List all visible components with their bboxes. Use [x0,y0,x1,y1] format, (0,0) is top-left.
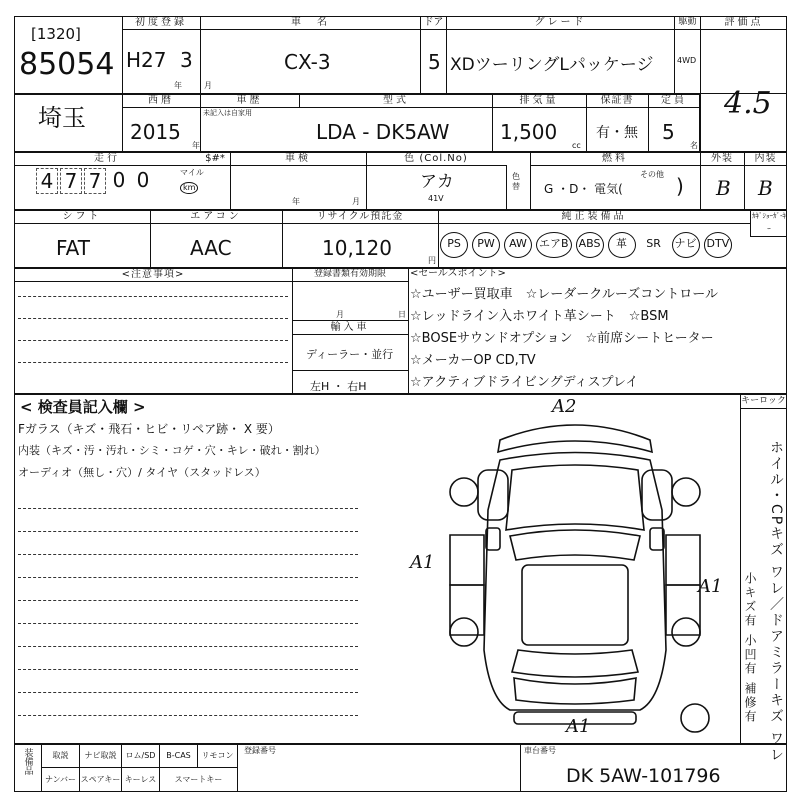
score-box-rest [700,94,787,152]
bottom-label [14,744,42,792]
note-line [18,296,288,297]
color-value: アカ [420,172,454,192]
color-no: 41V [428,194,444,203]
hdr-mileage-flag: $#* [200,152,230,166]
sales-point: ☆ユーザー買取車 ☆レーダークルーズコントロール [410,287,719,302]
front-bumper [498,425,652,452]
hood [506,465,644,530]
side-sub-item: 補修有 [743,682,757,724]
right-front-door [666,535,700,585]
bottom-label-text: 装備品 [22,748,33,775]
hdr-notes: <注意事項> [14,268,292,282]
drive-value: 4WD [677,56,697,65]
hdr-displacement: 排気量 [492,94,586,108]
chassis-no: DK 5AW-101796 [566,765,721,787]
sales-point: ☆BOSEサウンドオプション ☆前席シートヒーター [410,331,714,346]
equip-aw: AW [504,232,532,258]
reg-no-label: 登録番号 [244,746,276,755]
blank-line [18,669,358,670]
equip-cell: ナンバー [42,768,80,792]
year-value: 2015 [130,120,181,144]
equip-dtv: DTV [704,232,733,258]
era: H27 [126,48,167,72]
equip-navi: ナビ [672,232,700,258]
hdr-interior: 内装 [744,152,787,166]
shaken-note: 未記入は自家用 [203,109,252,117]
aircon-value: AAC [190,236,232,260]
blank-line [18,623,358,624]
hdr-aircon: エアコン [150,210,282,224]
recycle-value: 10,120 [322,236,392,260]
mileage-digit: 7 [84,168,106,194]
capacity-unit: 名 [690,141,698,150]
roof [522,565,628,645]
equipment-list [440,232,732,258]
mark-rear: A1 [566,716,591,737]
hdr-sales: <セールスポイント> [410,268,506,279]
div3 [446,29,447,94]
side-sub-item: 小キズ有 [743,572,757,628]
div21 [292,370,408,371]
rear-window [512,650,638,677]
lot-id-box [14,16,122,94]
mileage-digit: 4 [36,168,58,194]
displacement-value: 1,500 [500,120,558,144]
equip-cell: ナビ取説 [80,744,122,768]
mileage-digits [36,168,154,194]
equip-pw: PW [472,232,500,258]
left-rear-wheel [450,618,478,646]
hdr-keylock: キーロック [740,394,787,409]
sales-point: ☆レッドライン入ホワイト革シート ☆BSM [410,309,669,324]
div13 [506,165,507,210]
blank-line [18,554,358,555]
sales-point: ☆アクティブドライビングディスプレイ [410,375,639,390]
equip-airbag: エアB [536,232,572,258]
left-front-fender [478,470,508,520]
car-body-outline [484,453,666,711]
hdr-door: ドア [420,16,446,30]
equip-ps: PS [440,232,468,258]
equip-cell: キーレス [122,768,160,792]
capacity-value: 5 [662,120,675,144]
hdr-car-name: 車 名 [200,16,420,30]
hdr-shaken2: 車検 [230,152,366,166]
equip-cell: B-CAS [160,744,198,768]
inspector-line: 内装（キズ・汚・汚れ・シミ・コゲ・穴・キレ・破れ・割れ） [18,444,326,457]
right-front-wheel [672,478,700,506]
equip-abs: ABS [576,232,604,258]
side-column-div [740,394,741,744]
left-rear-door [450,585,484,635]
blank-line [18,646,358,647]
hdr-warranty: 保証書 [586,94,648,108]
exterior-grade: B [716,176,731,200]
grade-value: XDツーリングLパッケージ [450,55,654,75]
import-dealer: ディーラー・並行 [306,348,394,361]
side-sub-item: 小凹有 [743,634,757,676]
color-change: 色替 [512,172,520,191]
hdr-fuel: 燃料 [530,152,700,166]
blank-line [18,692,358,693]
fuel-value: G ・D・ 電気( [544,182,623,196]
hdr-score: 評価点 [700,16,787,30]
blank-line [18,577,358,578]
lot-number: 85054 [19,47,115,82]
nen-label: 年 [174,81,182,90]
blank-line [18,531,358,532]
shift-value: FAT [56,236,91,260]
inspector-line: Fガラス（キズ・飛石・ヒビ・リペア跡・ X 要） [18,422,280,436]
hdr-katashiki: 型式 [300,94,492,108]
side-text: ホイル・CPキズ ワレ／ドアミラーキズ ワレ [768,440,784,764]
note-line [18,318,288,319]
mark-left: A1 [410,552,435,573]
km-label: km [180,182,198,194]
windshield [510,530,640,560]
div23 [520,744,521,792]
hdr-first-reg: 初度登録 [122,16,200,30]
prefecture: 埼玉 [38,104,86,132]
bottom-row2 [42,768,238,792]
sales-points [410,284,718,394]
model-value: LDA - DK5AW [316,120,450,144]
door-value: 5 [428,50,441,74]
blank-line [18,600,358,601]
hdr-grade: グレード [446,16,674,30]
mark-front: A2 [552,396,577,417]
shaken-nen: 年 [292,197,300,206]
hdr-shift: シフト [14,210,150,224]
inspector-line: オーディオ（無し・穴）/ タイヤ（スタッドレス） [18,466,266,479]
right-front-fender [642,470,672,520]
warranty-value: 有・無 [596,125,638,141]
inspector-lines [18,418,326,484]
hdr-equipment: 純正装備品 [438,210,750,224]
div4 [674,29,675,94]
equip-cell: ロム/SD [122,744,160,768]
sales-point: ☆メーカーOP CD,TV [410,353,536,368]
note-line [18,362,288,363]
car-diagram [430,400,723,740]
spare-wheel [681,704,709,732]
side-sub [742,572,762,724]
right-rear-wheel [672,618,700,646]
chassis-label: 車台番号 [524,746,556,755]
cc-label: cc [572,141,581,150]
note-line [18,340,288,341]
interior-grade: B [758,176,773,200]
hdr-recycle: リサイクル預託金 [282,210,438,224]
equip-sr: SR [646,237,661,250]
doc-day: 日 [398,310,406,319]
div1 [200,29,201,94]
fuel-other: その他 [640,170,664,179]
div2 [420,29,421,94]
hdr-doc-date: 登録書類有効期限 [292,268,408,282]
hdr-drive: 駆動 [674,16,700,30]
fuel-close: ) [676,174,684,198]
hdr-shaken: 車歴 [200,94,300,108]
left-front-door [450,535,484,585]
equip-cell: リモコン [198,744,238,768]
hdr-exterior: 外装 [700,152,744,166]
car-name-value: CX-3 [284,50,331,74]
blank-line [18,715,358,716]
div22 [408,268,409,394]
mileage-digit: 0 [112,168,126,192]
left-front-wheel [450,478,478,506]
blank-line [18,508,358,509]
doc-month: 月 [336,310,344,319]
score-value: 4.5 [724,86,772,121]
hdr-color: 色 (Col.No) [366,152,506,166]
mile-label: マイル [180,168,204,177]
lot-sub-id: [1320] [31,25,81,43]
tsuki-label: 月 [204,81,212,90]
mileage-digit: 0 [136,168,150,192]
yen-label: 円 [428,256,436,265]
equip-cell: 取説 [42,744,80,768]
hdr-keytype: ｶｷﾞｼｮｰｶﾞ-ｷｰ [750,210,787,237]
equip-cell: スペアキー [80,768,122,792]
hdr-capacity: 定員 [648,94,700,108]
equip-leather: 革 [608,232,636,258]
hdr-seireki: 西暦 [122,94,200,108]
bottom-row1 [42,744,238,768]
right-rear-door [666,585,700,635]
mileage-digit: 7 [60,168,82,194]
mark-right: A1 [698,576,723,597]
year-nen: 年 [192,141,200,150]
hdr-mileage: 走行 [14,152,200,166]
reg-month: 3 [180,48,193,72]
inspector-title: < 検査員記入欄 > [20,398,146,416]
inspector-blank-lines [18,486,358,716]
equip-cell: スマートキー [160,768,238,792]
trunk [514,678,636,704]
shaken-tsuki: 月 [352,197,360,206]
import-side: 左H ・ 右H [310,380,367,393]
hdr-import: 輸入車 [292,320,408,335]
div5 [700,29,701,94]
